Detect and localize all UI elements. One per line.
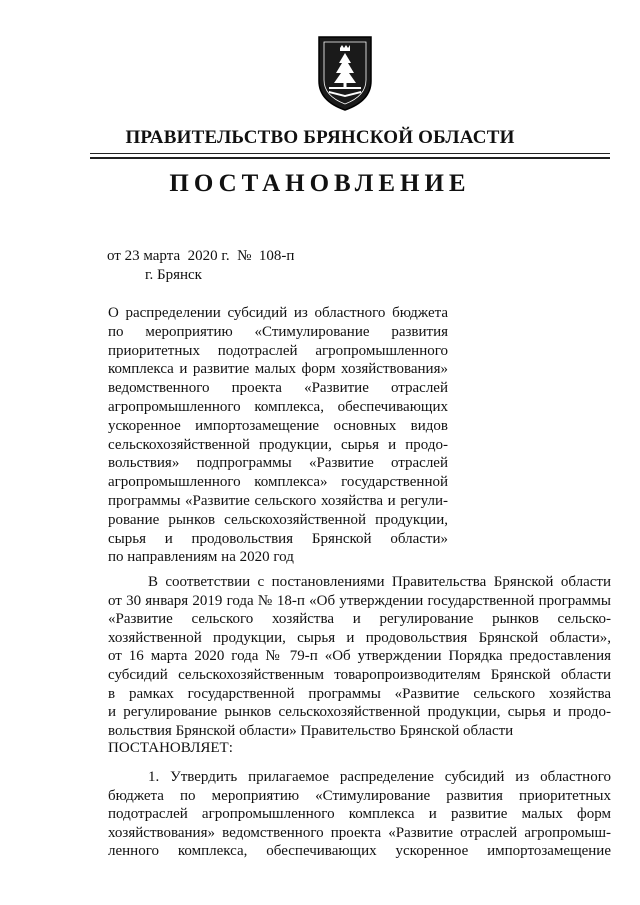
subject-line: сельскохозяйственной продукции, сырья и продо- [108, 436, 448, 453]
subject-line: ускоренное импортозамещение основных видов [108, 417, 448, 434]
resolve-heading: ПОСТАНОВЛЯЕТ: [108, 740, 233, 756]
item-1-line: 1. Утвердить прилагаемое распределение субсидий из областного [148, 769, 611, 785]
preamble-line: «Развитие сельского хозяйства и регулирование рынков сельско- [108, 611, 611, 628]
document-type-title: ПОСТАНОВЛЕНИЕ [169, 170, 471, 197]
preamble-line: хозяйственной продукции, сырья и продовольствия Брянской области», [108, 629, 611, 646]
item-1-line: ленного комплекса, обеспечивающих ускоренное импортозамещение [108, 843, 611, 860]
preamble-line: в рамках государственной программы «Развитие сельского хозяйства [108, 685, 611, 702]
item-1-line: хозяйствования» ведомственного проекта «Развитие отраслей агропромыш- [108, 824, 611, 841]
subject-line: программы «Развитие сельского хозяйства и регули- [108, 492, 448, 509]
header-rule-thin [90, 153, 610, 154]
government-name: ПРАВИТЕЛЬСТВО БРЯНСКОЙ ОБЛАСТИ [125, 127, 515, 148]
subject-line: сырья и продовольствия Брянской области» [108, 530, 448, 547]
subject-line: по направлениям на 2020 год [108, 549, 294, 566]
item-1-paragraph [108, 768, 611, 861]
subject-line: приоритетных подотраслей агропромышленного [108, 342, 448, 359]
preamble-line: и регулирование рынков сельскохозяйственной продукции, сырья и продо- [108, 704, 611, 721]
item-1-line: бюджета по мероприятию «Стимулирование развития приоритетных [108, 787, 611, 804]
header-rule-thick [90, 157, 610, 159]
preamble-line: от 30 января 2019 года № 18-п «Об утверждении государственной программы [108, 592, 611, 609]
subject-line: ведомственного проекта «Развитие отраслей [108, 380, 448, 397]
subject-line: рование рынков сельскохозяйственной продукции, [108, 511, 448, 528]
item-1-line: подотраслей агропромышленного комплекса и развитие малых форм [108, 806, 611, 823]
preamble-paragraph [108, 573, 611, 740]
preamble-line: от 16 марта 2020 года № 79-п «Об утверждении Порядка предоставления [108, 648, 611, 665]
coat-of-arms-emblem [315, 33, 375, 113]
preamble-line: В соответствии с постановлениями Правительства Брянской области [148, 574, 611, 590]
preamble-line: субсидий сельскохозяйственным товаропроизводителям Брянской области [108, 666, 611, 683]
subject-line: по мероприятию «Стимулирование развития [108, 323, 448, 340]
document-subject [108, 304, 448, 567]
preamble-line: вольствия Брянской области» Правительство Брянской области [108, 722, 514, 739]
subject-line: комплекса и развитие малых форм хозяйствования» [108, 361, 448, 378]
subject-line: вольствия» подпрограммы «Развитие отраслей [108, 455, 448, 472]
city-line: г. Брянск [145, 267, 202, 283]
subject-line: агропромышленного комплекса» государственной [108, 474, 448, 491]
subject-line: агропромышленного комплекса, обеспечивающих [108, 398, 448, 415]
date-number-line: от 23 марта 2020 г. № 108-п [107, 248, 295, 264]
subject-line: О распределении субсидий из областного бюджета [108, 305, 448, 321]
